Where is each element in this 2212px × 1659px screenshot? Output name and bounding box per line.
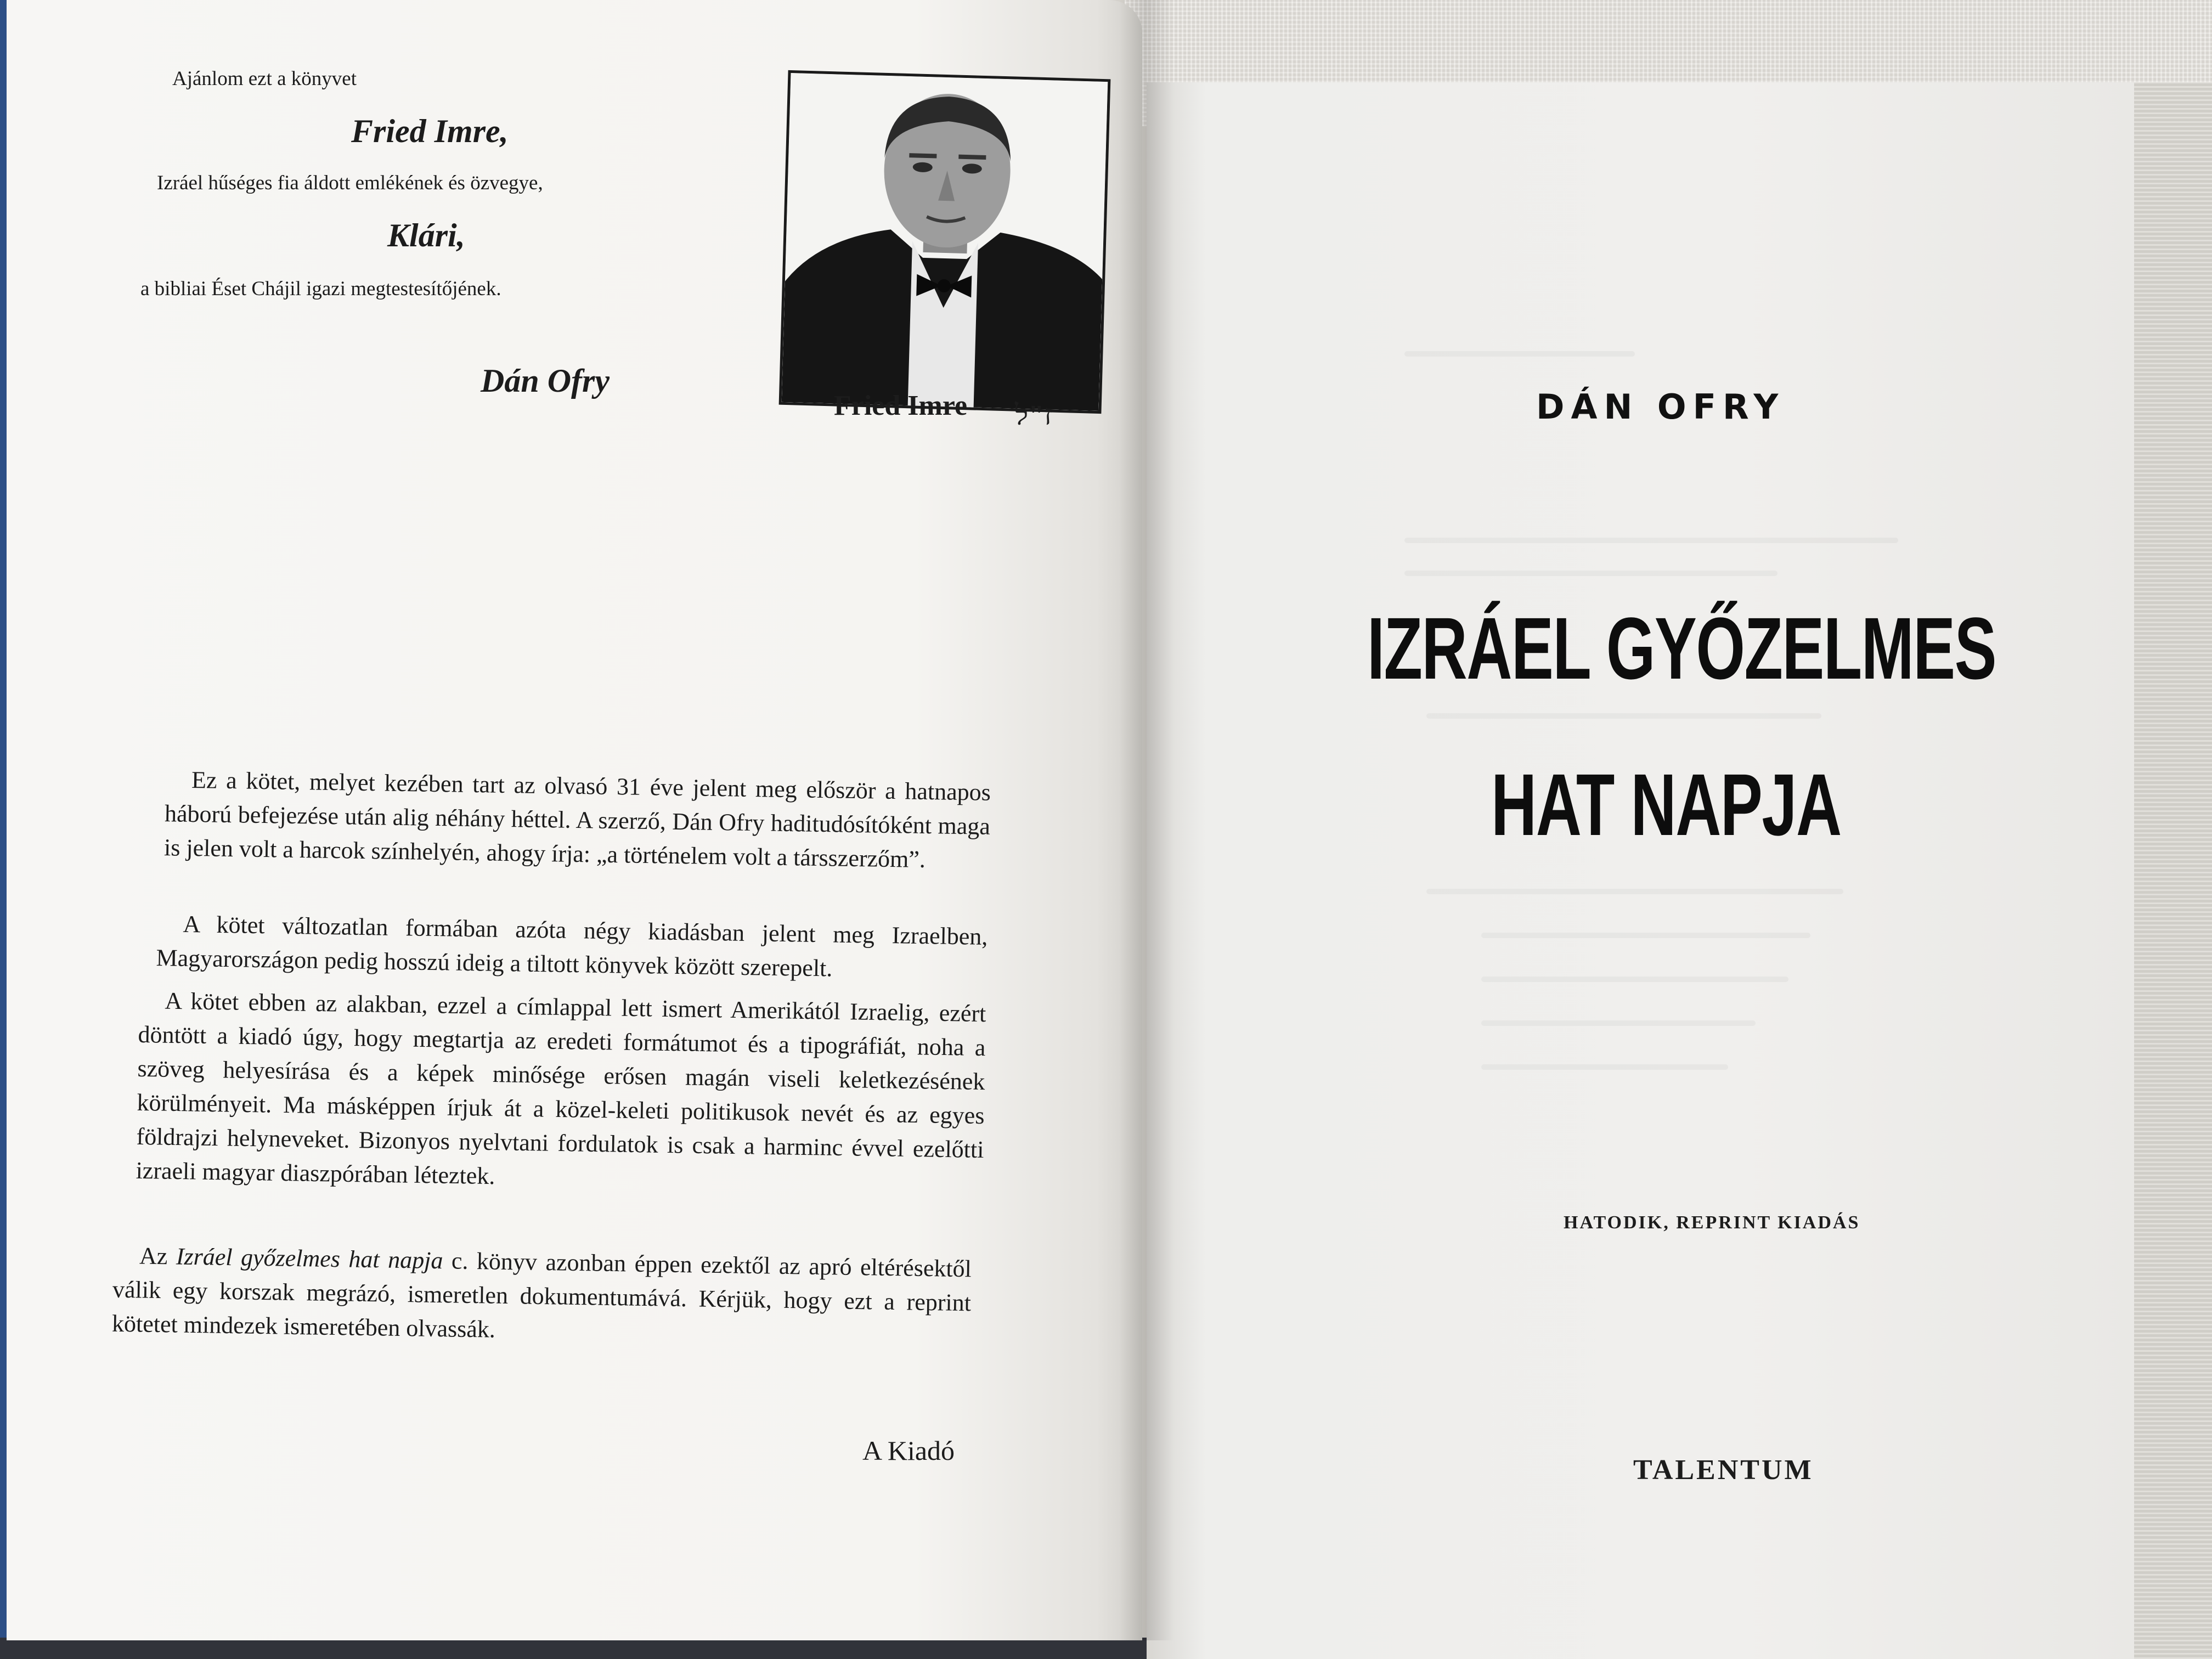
show-through-line xyxy=(1426,713,1821,719)
dedication-signature: Dán Ofry xyxy=(481,363,610,399)
right-page xyxy=(1147,82,2134,1659)
dedication-line-3: a bibliai Éset Chájil igazi megtestesítőjének. xyxy=(140,278,501,300)
show-through-line xyxy=(1426,889,1843,894)
book-cover-bottom xyxy=(0,1638,1163,1659)
photo-caption: Fried Imre xyxy=(834,390,968,421)
paragraph-4-text: c. könyv azonban éppen ezektől az apró eltérésektől válik egy korszak megrázó, ismeretlen dokumentumává. Kérjük, hogy ezt a reprint kötetet mindezek ismeretében olvassák. xyxy=(111,1247,972,1343)
book-title-line-2: HAT NAPJA xyxy=(1491,755,1841,854)
book-gutter xyxy=(1119,0,1174,1640)
show-through-line xyxy=(1404,538,1898,543)
paragraph-1 xyxy=(164,763,991,878)
book-title-line-1: IZRÁEL GYŐZELMES xyxy=(1367,599,1996,697)
indent xyxy=(165,787,191,788)
show-through-line xyxy=(1481,1020,1756,1026)
author-name: DÁN OFRY xyxy=(1536,387,1785,427)
show-through-line xyxy=(1404,351,1635,357)
paragraph-2 xyxy=(156,907,988,988)
paragraph-2-text: A kötet változatlan formában azóta négy kiadásban jelent meg Izraelben, Magyarországon pedig hosszú ideig a tiltott könyvek között szerepelt. xyxy=(156,910,988,982)
publisher-name: TALENTUM xyxy=(1633,1454,1814,1486)
portrait-illustration xyxy=(782,73,1108,411)
paragraph-3-text: A kötet ebben az alakban, ezzel a címlappal lett ismert Amerikától Izraelig, ezért döntött a kiadó úgy, hogy megtartja az eredeti formátumot és a tipográfiát, noha a szöveg helyesírása és a képek minősége erősen magán viseli keletkezésének körülményeit. Ma másképpen írjuk át a közel-keleti politikusok nevét és az egyes földrajzi helyneveket. Bizonyos nyelvtani fordulatok is csak a harminc évvel ezelőtti izraeli magyar diaszpórában léteztek. xyxy=(136,987,986,1190)
dedication-intro: Ajánlom ezt a könyvet xyxy=(172,67,357,90)
show-through-line xyxy=(1404,571,1778,576)
show-through-line xyxy=(1481,977,1788,982)
paragraph-4 xyxy=(112,1239,972,1355)
show-through-line xyxy=(1481,1064,1728,1070)
paragraph-3 xyxy=(136,984,986,1201)
indent xyxy=(113,1263,139,1264)
table-surface-right xyxy=(2129,82,2212,1659)
show-through-line xyxy=(1481,933,1810,938)
dedication-name-1: Fried Imre, xyxy=(351,113,509,149)
publisher-signature: A Kiadó xyxy=(862,1435,955,1466)
book-title-italic: Izráel győzelmes hat napja xyxy=(176,1243,443,1274)
hebrew-memorial-mark: ז"ל xyxy=(1015,400,1052,431)
paragraph-1-text: Ez a kötet, melyet kezében tart az olvasó 31 éve jelent meg először a hatnapos háború befejezése után alig néhány héttel. A szerző, Dán Ofry haditudósítóként maga is jelen volt a harcok színhelyén, ahogy írja: „a történelem volt a társszerzőm”. xyxy=(163,766,991,873)
dedication-line-2: Izráel hűséges fia áldott emlékének és özvegye, xyxy=(157,172,543,194)
indent xyxy=(138,1008,165,1009)
paragraph-4-prefix: Az xyxy=(139,1242,177,1270)
portrait-photo xyxy=(779,70,1111,414)
edition-label: HATODIK, REPRINT KIADÁS xyxy=(1564,1212,1860,1233)
dedication-name-2: Klári, xyxy=(387,217,465,253)
